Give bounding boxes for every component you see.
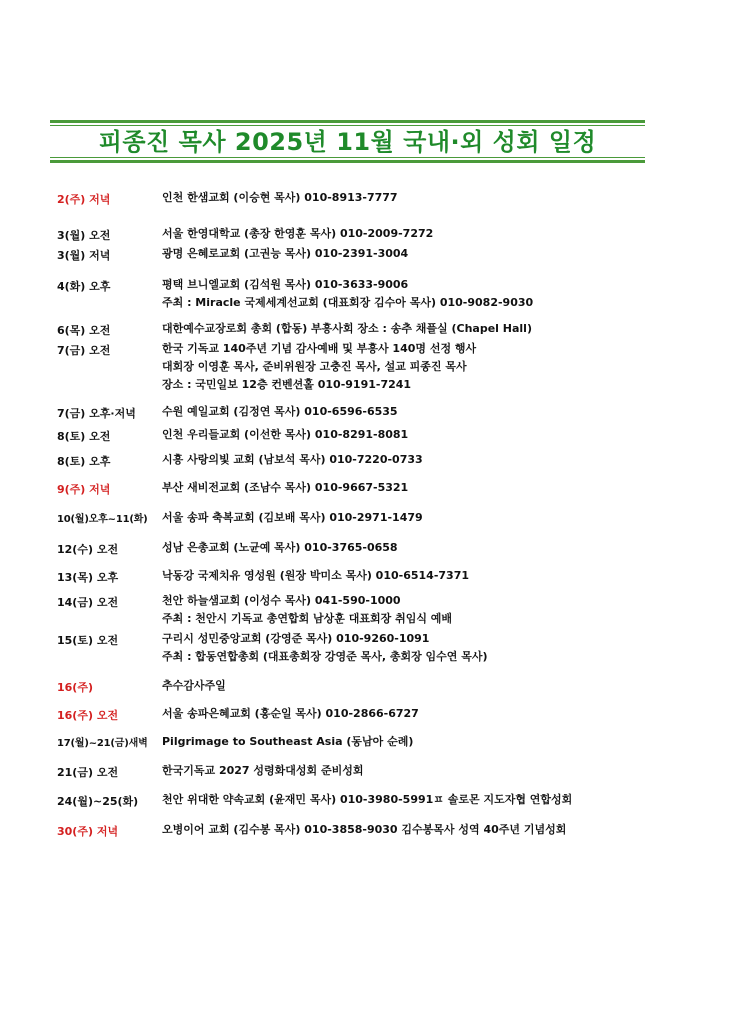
schedule-date: 8(토) 오후 xyxy=(57,455,111,468)
schedule-detail-line: 낙동강 국제치유 영성원 (원장 박미소 목사) 010-6514-7371 xyxy=(162,569,469,582)
schedule-detail-line: 서울 송파은혜교회 (홍순일 목사) 010-2866-6727 xyxy=(162,707,419,720)
schedule-detail-line: 평택 브니엘교회 (김석원 목사) 010-3633-9006 xyxy=(162,278,409,291)
page-title: 피종진 목사 2025년 11월 국내·외 성회 일정 xyxy=(98,128,597,156)
schedule-detail-line: 주최 : 합동연합총회 (대표총회장 강영준 목사, 총회장 임수연 목사) xyxy=(162,650,488,663)
schedule-detail-line: 대회장 이영훈 목사, 준비위원장 고충진 목사, 설교 피종진 목사 xyxy=(162,360,467,373)
schedule-detail-line: 인천 한샘교회 (이승현 목사) 010-8913-7777 xyxy=(162,191,398,204)
schedule-date: 30(주) 저녁 xyxy=(57,825,119,838)
schedule-detail-line: 한국기독교 2027 성령화대성회 준비성회 xyxy=(162,764,364,777)
schedule-date: 13(목) 오후 xyxy=(57,571,119,584)
schedule-detail-line: Pilgrimage to Southeast Asia (동남아 순례) xyxy=(162,735,414,748)
schedule-date: 15(토) 오전 xyxy=(57,634,119,647)
schedule-description xyxy=(162,479,408,497)
schedule-detail-line: 오병이어 교회 (김수봉 목사) 010-3858-9030 김수봉목사 성역 40주년 기념성회 xyxy=(162,823,567,836)
schedule-description xyxy=(162,276,533,312)
title-bottom-rule-thin xyxy=(50,157,645,158)
schedule-description xyxy=(162,705,419,723)
schedule-detail-line: 구리시 성민중앙교회 (강영준 목사) 010-9260-1091 xyxy=(162,632,430,645)
schedule-description xyxy=(162,821,566,839)
schedule-date: 3(월) 오전 xyxy=(57,229,111,242)
schedule-detail-line: 시흥 사랑의빛 교회 (남보석 목사) 010-7220-0733 xyxy=(162,453,423,466)
schedule-description xyxy=(162,592,452,628)
schedule-description xyxy=(162,245,408,263)
schedule-description xyxy=(162,225,433,243)
schedule-date: 14(금) 오전 xyxy=(57,596,119,609)
schedule-date: 24(월)~25(화) xyxy=(57,795,139,808)
schedule-date: 17(월)~21(금)새벽 xyxy=(57,738,148,749)
schedule-date: 9(주) 저녁 xyxy=(57,483,111,496)
schedule-date: 7(금) 오전 xyxy=(57,344,111,357)
schedule-date: 4(화) 오후 xyxy=(57,280,111,293)
schedule-description xyxy=(162,320,532,338)
schedule-detail-line: 천안 하늘샘교회 (이성수 목사) 041-590-1000 xyxy=(162,594,401,607)
schedule-detail-line: 서울 송파 축복교회 (김보배 목사) 010-2971-1479 xyxy=(162,511,423,524)
schedule-date: 8(토) 오전 xyxy=(57,430,111,443)
schedule-detail-line: 주최 : 천안시 기독교 총연합회 남상훈 대표회장 취임식 예배 xyxy=(162,612,453,625)
schedule-description xyxy=(162,509,423,527)
schedule-detail-line: 광명 은혜로교회 (고권능 목사) 010-2391-3004 xyxy=(162,247,409,260)
schedule-description xyxy=(162,791,572,809)
schedule-date: 10(월)오후~11(화) xyxy=(57,514,148,525)
schedule-detail-line: 한국 기독교 140주년 기념 감사예배 및 부흥사 140명 선정 행사 xyxy=(162,342,477,355)
schedule-detail-line: 서울 한영대학교 (총장 한영훈 목사) 010-2009-7272 xyxy=(162,227,434,240)
schedule-description xyxy=(162,567,469,585)
title-bottom-rule xyxy=(50,160,645,163)
schedule-detail-line: 성남 은총교회 (노균예 목사) 010-3765-0658 xyxy=(162,541,398,554)
schedule-detail-line: 주최 : Miracle 국제세계선교회 (대표회장 김수아 목사) 010-9082-9030 xyxy=(162,296,534,309)
schedule-description xyxy=(162,733,413,751)
schedule-detail-line: 추수감사주일 xyxy=(162,679,226,692)
schedule-detail-line: 장소 : 국민일보 12층 컨벤션홀 010-9191-7241 xyxy=(162,378,412,391)
schedule-date: 16(주) 오전 xyxy=(57,709,119,722)
schedule-description xyxy=(162,426,408,444)
schedule-description xyxy=(162,630,488,666)
schedule-date: 2(주) 저녁 xyxy=(57,193,111,206)
schedule-description xyxy=(162,539,398,557)
schedule-description xyxy=(162,340,476,394)
schedule-detail-line: 부산 새비전교회 (조남수 목사) 010-9667-5321 xyxy=(162,481,409,494)
title-top-rule xyxy=(50,120,645,123)
schedule-description xyxy=(162,677,226,695)
schedule-date: 6(목) 오전 xyxy=(57,324,111,337)
schedule-detail-line: 인천 우리들교회 (이선한 목사) 010-8291-8081 xyxy=(162,428,409,441)
schedule-date: 12(수) 오전 xyxy=(57,543,119,556)
schedule-detail-line: 수원 예일교회 (김정연 목사) 010-6596-6535 xyxy=(162,405,398,418)
title-banner xyxy=(50,120,645,164)
schedule-date: 3(월) 저녁 xyxy=(57,249,111,262)
schedule-description xyxy=(162,403,398,421)
schedule-detail-line: 대한예수교장로회 총회 (합동) 부흥사회 장소 : 송추 채플실 (Chapel Hall) xyxy=(162,322,532,335)
schedule-description xyxy=(162,451,423,469)
schedule-date: 16(주) xyxy=(57,681,93,694)
schedule-detail-line: 천안 위대한 약속교회 (윤재민 목사) 010-3980-5991ㅍ 솔로몬 지도자협 연합성회 xyxy=(162,793,573,806)
schedule-description xyxy=(162,762,364,780)
schedule-date: 21(금) 오전 xyxy=(57,766,119,779)
schedule-date: 7(금) 오후·저녁 xyxy=(57,407,136,420)
schedule-description xyxy=(162,189,398,207)
